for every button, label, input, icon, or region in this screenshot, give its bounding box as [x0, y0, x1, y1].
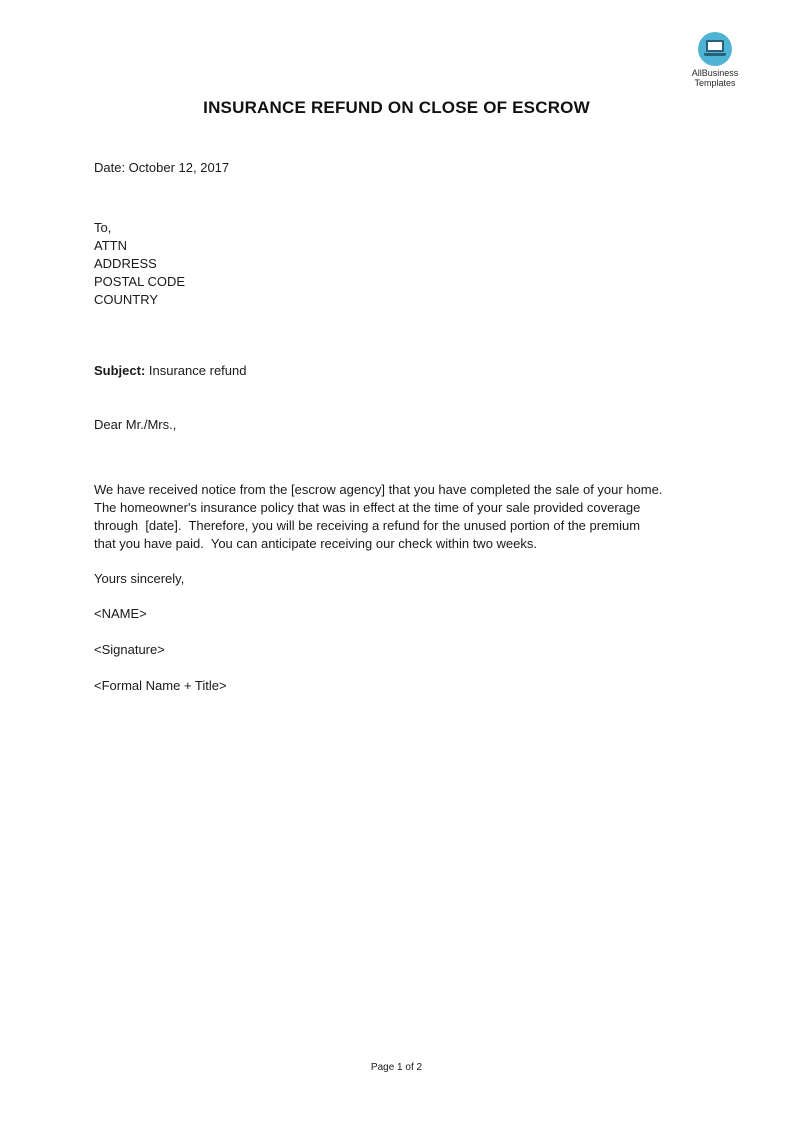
- sender-name: <NAME>: [94, 606, 147, 621]
- recipient-postal-code: POSTAL CODE: [94, 274, 186, 289]
- recipient-address: ADDRESS: [94, 256, 157, 271]
- signature-placeholder: <Signature>: [94, 642, 165, 657]
- document-title: INSURANCE REFUND ON CLOSE OF ESCROW: [203, 98, 590, 117]
- logo-line-2: Templates: [694, 78, 736, 88]
- subject-line: [94, 362, 246, 380]
- body-line: that you have paid. You can anticipate receiving our check within two weeks.: [94, 536, 537, 551]
- body-line: through [date]. Therefore, you will be receiving a refund for the unused portion of the premium: [94, 518, 641, 533]
- letter-date: Date: October 12, 2017: [94, 160, 230, 175]
- recipient-country: COUNTRY: [94, 292, 159, 307]
- allbusiness-logo: [684, 32, 746, 88]
- body-line: We have received notice from the [escrow agency] that you have completed the sale of your home.: [94, 482, 663, 497]
- salutation: Dear Mr./Mrs.,: [94, 417, 177, 432]
- logo-text: [684, 68, 746, 88]
- recipient-attn: ATTN: [94, 238, 127, 253]
- laptop-icon: [698, 32, 732, 66]
- formal-name-title: <Formal Name + Title>: [94, 678, 227, 693]
- body-line: The homeowner's insurance policy that was in effect at the time of your sale provided coverage: [94, 500, 641, 515]
- closing: Yours sincerely,: [94, 571, 185, 586]
- subject-value: Insurance refund: [145, 363, 247, 378]
- subject-label: Subject:: [94, 363, 146, 378]
- logo-line-1: AllBusiness: [691, 68, 739, 78]
- recipient-to: To,: [94, 220, 112, 235]
- page-number: Page 1 of 2: [370, 1062, 423, 1073]
- body-paragraph: [94, 481, 694, 553]
